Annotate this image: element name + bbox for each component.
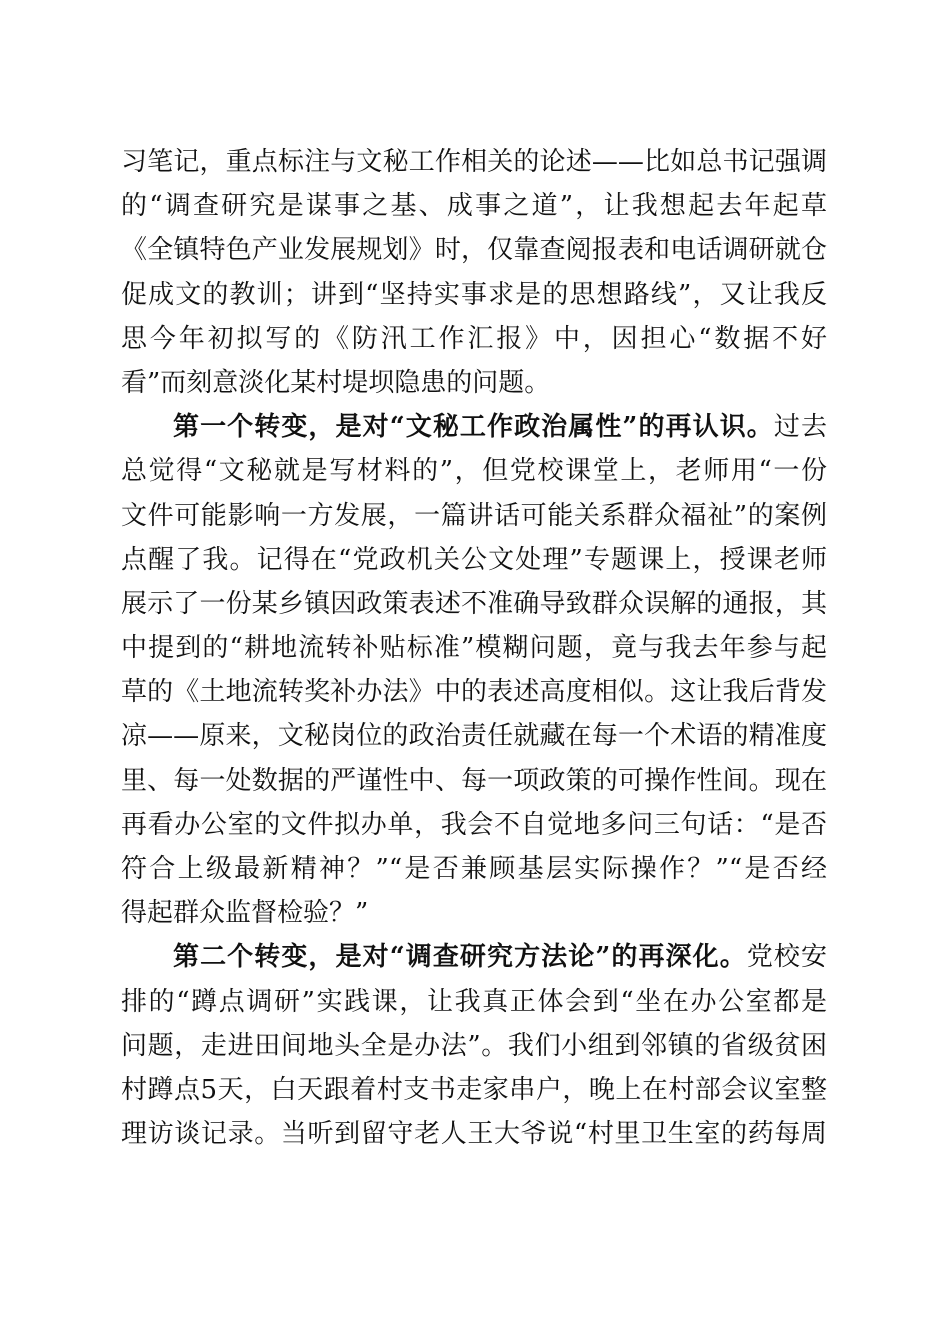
text-line: 再看办公室的文件拟办单，我会不自觉地多问三句话：“是否	[121, 809, 827, 840]
text-line: 思今年初拟写的《防汛工作汇报》中，因担心“数据不好	[121, 323, 827, 354]
text-line: 《全镇特色产业发展规划》时，仅靠查阅报表和电话调研就仓	[121, 235, 827, 266]
text-line: 促成文的教训；讲到“坚持实事求是的思想路线”，又让我反	[121, 279, 827, 310]
text-line: 习笔记，重点标注与文秘工作相关的论述——比如总书记强调	[121, 147, 827, 177]
text-fragment: 过去	[773, 412, 827, 443]
text-line: 村蹲点5天，白天跟着村支书走家串户，晚上在村部会议室整	[121, 1074, 827, 1105]
paragraph-lead-sentence: 第二个转变，是对“调查研究方法论”的再深化。	[173, 942, 747, 973]
text-line: 看”而刻意淡化某村堤坝隐患的问题。	[121, 367, 551, 398]
text-line: 中提到的“耕地流转补贴标准”模糊问题，竟与我去年参与起	[121, 633, 827, 664]
text-line: 总觉得“文秘就是写材料的”，但党校课堂上，老师用“一份	[121, 456, 827, 487]
paragraph-lead-sentence: 第一个转变，是对“文秘工作政治属性”的再认识。	[173, 412, 774, 443]
text-fragment: 党校安	[746, 942, 827, 973]
text-line: 展示了一份某乡镇因政策表述不准确导致群众误解的通报，其	[121, 588, 827, 619]
text-line: 点醒了我。记得在“党政机关公文处理”专题课上，授课老师	[121, 544, 827, 575]
text-line: 排的“蹲点调研”实践课，让我真正体会到“坐在办公室都是	[121, 986, 827, 1017]
paragraph-3	[121, 935, 827, 1156]
text-line: 文件可能影响一方发展，一篇讲话可能关系群众福祉”的案例	[121, 500, 827, 531]
text-line: 草的《土地流转奖补办法》中的表述高度相似。这让我后背发	[121, 677, 827, 708]
paragraph-2	[121, 405, 827, 935]
text-line: 问题，走进田间地头全是办法”。我们小组到邻镇的省级贫困	[121, 1030, 827, 1061]
text-line: 得起群众监督检验？”	[121, 898, 369, 929]
text-line: 凉——原来，文秘岗位的政治责任就藏在每一个术语的精准度	[121, 721, 827, 752]
text-line: 里、每一处数据的严谨性中、每一项政策的可操作性间。现在	[121, 765, 827, 796]
text-line: 的“调查研究是谋事之基、成事之道”，让我想起去年起草	[121, 191, 827, 222]
document-body	[121, 140, 827, 1156]
text-line: 符合上级最新精神？”“是否兼顾基层实际操作？”“是否经	[121, 854, 827, 884]
paragraph-1	[121, 140, 827, 405]
text-line	[121, 405, 827, 449]
text-line: 理访谈记录。当听到留守老人王大爷说“村里卫生室的药每周	[121, 1119, 827, 1150]
text-line	[121, 935, 827, 979]
